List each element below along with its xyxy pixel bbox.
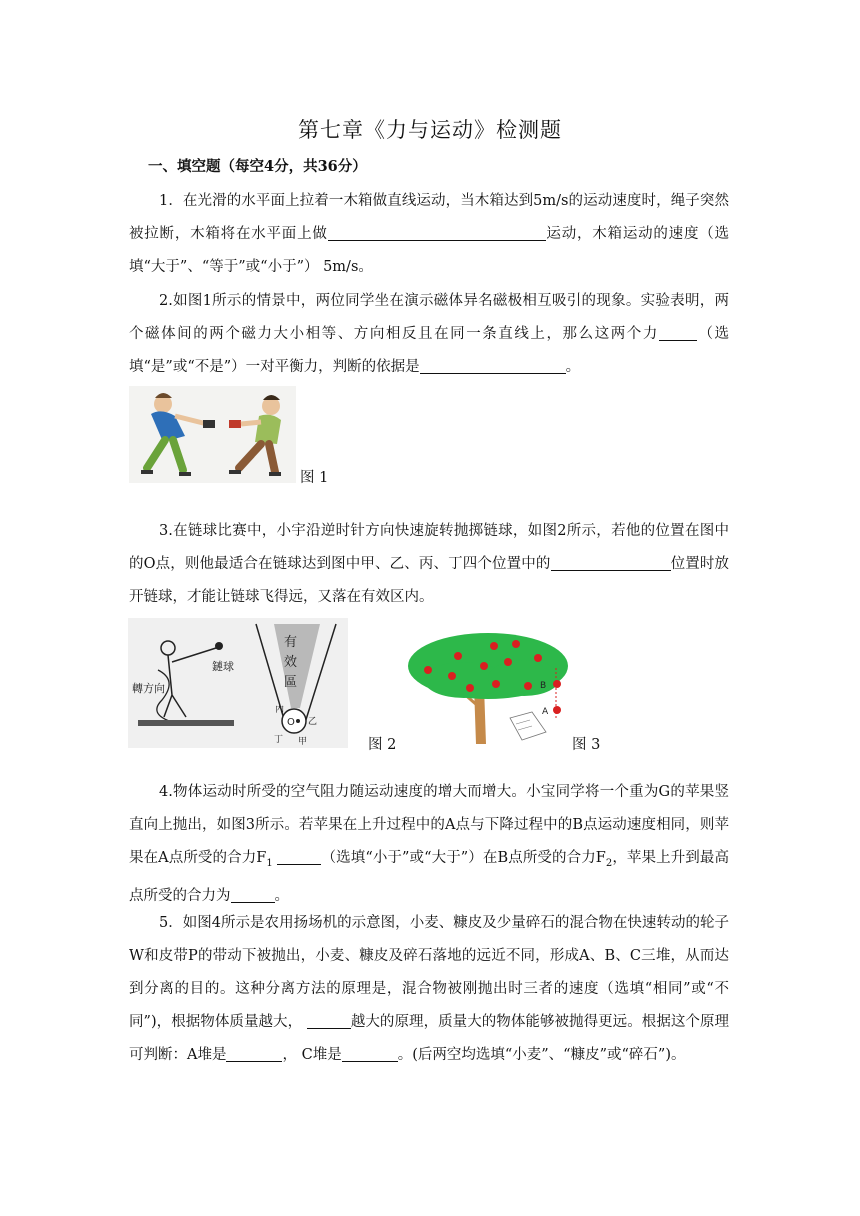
q4-text-c: ，苹果上升到最高点所受的合力为	[129, 850, 729, 904]
q4-blank-1	[277, 848, 321, 865]
question-1	[129, 185, 729, 284]
position-yi: 乙	[308, 717, 318, 727]
label-a: A	[542, 707, 549, 717]
o-label: O	[287, 717, 295, 728]
q2-text-a: 2.如图1所示的情景中，两位同学坐在演示磁体异名磁极相互吸引的现象。实验表明，两个磁体间的两个磁力大小相等、方向相反且在同一条直线上，那么这两个力	[129, 293, 729, 342]
question-2	[129, 285, 729, 384]
q5-blank-3	[342, 1045, 398, 1062]
q4-text-b: （选填“小于”或“大于”）在B点所受的合力F	[321, 850, 606, 866]
zone-label-2: 效	[284, 655, 298, 670]
label-b: B	[540, 681, 547, 691]
q5-text-e: 。(后两空均选填“小麦”、“糠皮”或“碎石”)。	[397, 1047, 686, 1063]
q5-blank-2	[226, 1045, 282, 1062]
q3-text-b: 位置时放开链球，才能让链球飞得远，又落在有效区内。	[129, 556, 729, 605]
ball-label: 鏈球	[212, 660, 234, 673]
q4-text-d: 。	[274, 887, 289, 904]
question-4	[129, 776, 729, 913]
position-nei: 内	[275, 705, 285, 715]
q4-blank-2	[231, 886, 275, 903]
apple-tree-diagram	[404, 626, 574, 746]
question-5	[129, 907, 729, 1072]
q4-sub-1: 1	[266, 857, 273, 869]
q1-text-a: 1．在光滑的水平面上拉着一木箱做直线运动，当木箱达到5m/s的运动速度时，绳子突然被拉断，木箱将在水平面上做	[129, 193, 729, 242]
q1-text-b: 运动，木箱运动的速度	[545, 226, 700, 242]
q1-blank-1	[328, 224, 546, 241]
direction-label: 轉方向	[132, 682, 165, 695]
q4-text-a: 4.物体运动时所受的空气阻力随运动速度的增大而增大。小宝同学将一个重为G的苹果竖直向上抛出，如图3所示。若苹果在上升过程中的A点与下降过程中的B点运动速度相同，则苹果在A点所受的合力F	[129, 784, 729, 866]
q5-text-a: 5．如图4所示是农用扬场机的示意图，小麦、糠皮及少量碎石的混合物在快速转动的轮子W和皮带P的带动下被抛出，小麦、糠皮及碎石落地的远近不同，形成A、B、C三堆，从而达到分离的目的。这种分离方法的原理是，混合物被刚抛出时三者的速度	[129, 915, 729, 997]
position-ding: 丁	[274, 735, 284, 745]
question-3	[129, 515, 729, 614]
q2-text-c: 。	[565, 359, 581, 375]
q5-text-c: 越大的原理，质量大的物体能够被抛得更远。根据这个原理可判断：A堆是	[129, 1014, 730, 1063]
tug-of-war-illustration	[129, 386, 296, 483]
q5-text-b: （选填“相同”或“不同”)，根据物体质量越大，	[129, 981, 729, 1030]
figure-2-image	[128, 618, 348, 748]
q3-text-a: 3.在链球比赛中，小宇沿逆时针方向快速旋转抛掷链球，如图2所示，若他的位置在图中的O点，则他最适合在链球达到图中甲、乙、丙、丁四个位置中的	[129, 523, 729, 572]
section-heading: 一、填空题（每空4分，共36分）	[148, 158, 367, 175]
figure-3-image	[404, 626, 574, 746]
figure-1-image	[129, 386, 296, 483]
q5-blank-1	[307, 1012, 351, 1029]
hammer-throw-diagram	[128, 618, 348, 748]
q2-text-b: （选填“是”或“不是”）一对平衡力，判断的依据是	[129, 326, 730, 375]
q2-blank-2	[420, 357, 566, 374]
figure-2-caption: 图 2	[368, 737, 397, 753]
zone-label-3: 區	[284, 675, 298, 690]
q4-sub-2: 2	[605, 857, 613, 869]
page-title: 第七章《力与运动》检测题	[298, 118, 562, 142]
q3-blank-1	[551, 554, 671, 571]
figure-3-caption: 图 3	[572, 737, 601, 753]
q5-text-d: ， C堆是	[282, 1047, 342, 1063]
position-jia: 甲	[298, 737, 308, 747]
q2-blank-1	[659, 324, 697, 341]
figure-1-caption: 图 1	[300, 470, 329, 486]
q1-text-c: （选填“大于”、“等于”或“小于”） 5m/s。	[129, 226, 730, 275]
zone-label-1: 有	[284, 635, 298, 650]
